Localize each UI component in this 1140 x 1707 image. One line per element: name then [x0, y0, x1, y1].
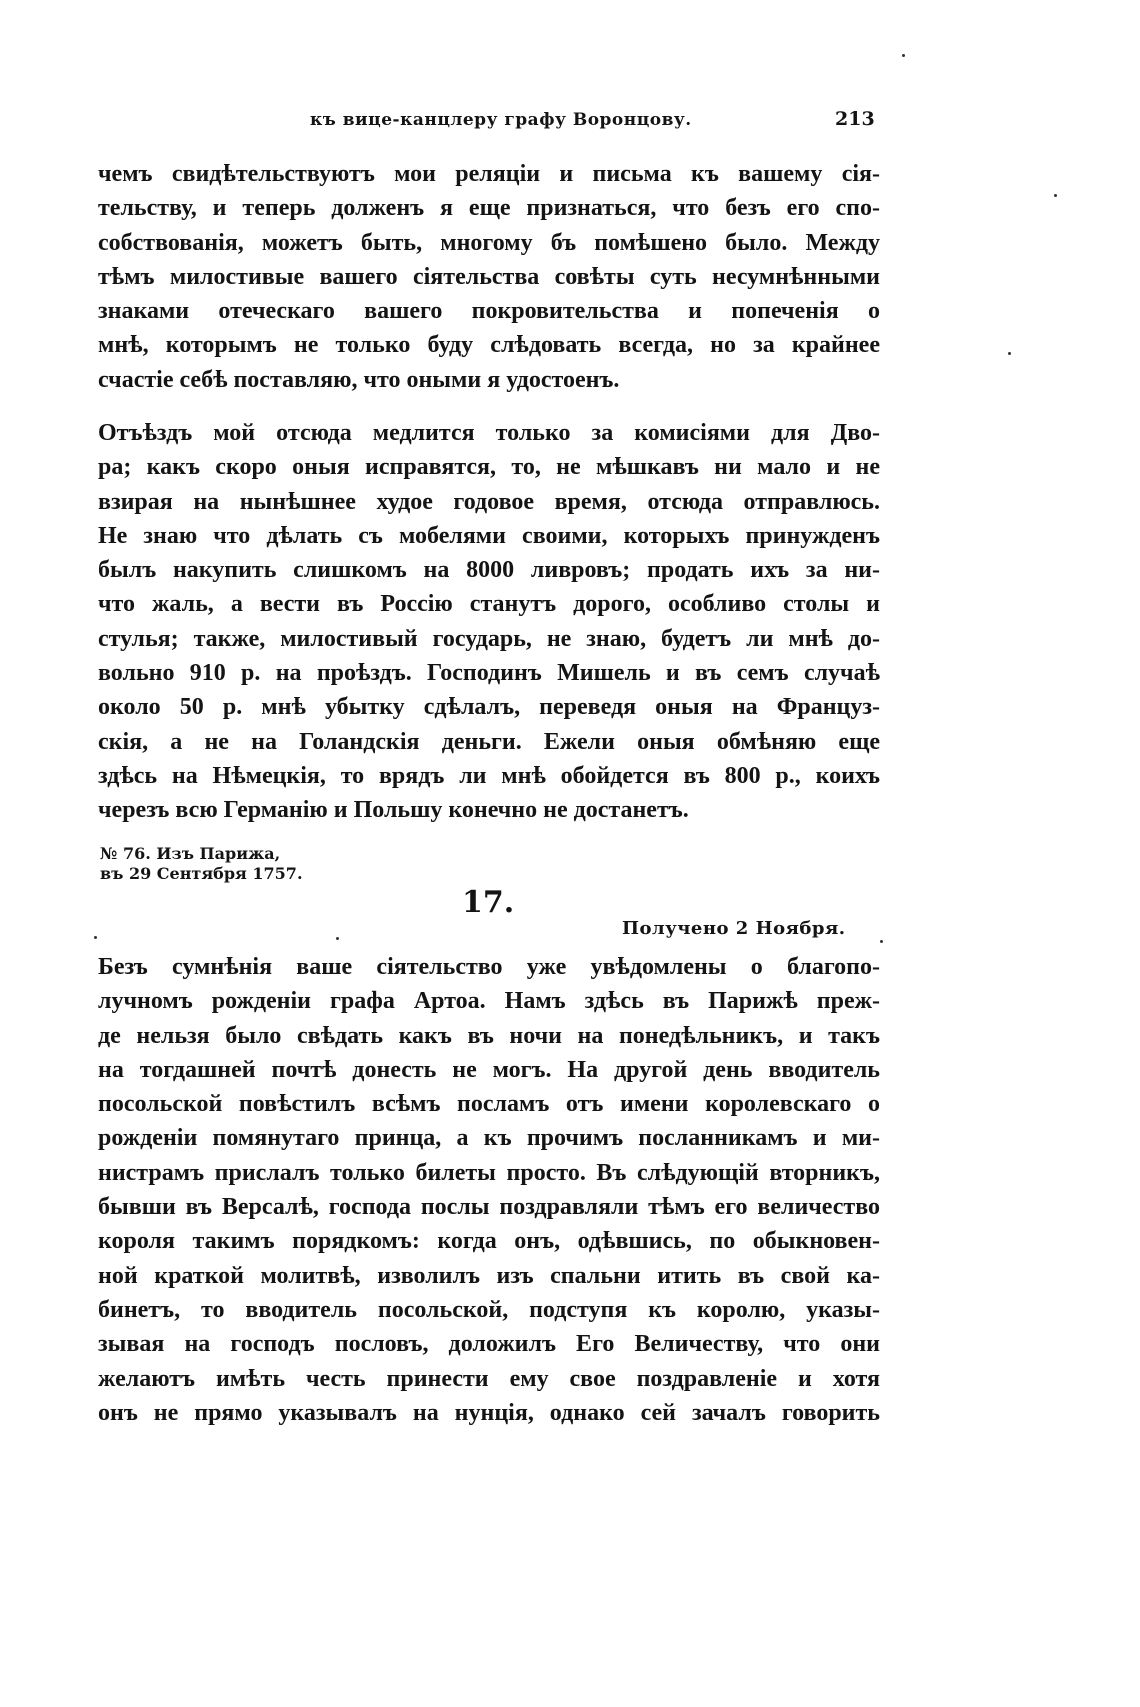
text-line: чемъ свидѣтельствуютъ мои реляцiи и письма къ вашему сiя-	[98, 161, 880, 187]
text-line: скiя, а не на Голандскiя деньги. Ежели оныя обмѣняю еще	[98, 728, 880, 755]
text-line: Безъ сумнѣнiя ваше сiятельство уже увѣдомлены о благопо-	[98, 954, 880, 980]
text-line: мнѣ, которымъ не только буду слѣдовать всегда, но за крайнее	[98, 332, 880, 359]
page-number: 213	[835, 108, 875, 130]
text-line: былъ накупить слишкомъ на 8000 ливровъ; продать ихъ за ни-	[98, 557, 880, 584]
text-line: онъ не прямо указывалъ на нунцiя, однако сей зачалъ говорить	[98, 1399, 880, 1426]
text-line: взирая на нынѣшнее худое годовое время, отсюда отправлюсь.	[98, 488, 880, 515]
letter-number: № 76. Изъ Парижа,	[100, 844, 281, 863]
text-line: лучномъ рожденiи графа Артоа. Намъ здѣсь въ Парижѣ преж-	[98, 988, 880, 1015]
text-line: что жаль, а вести въ Россiю станутъ дорого, особливо столы и	[98, 591, 880, 618]
text-line: Не знаю что дѣлать съ мобелями своими, которыхъ принужденъ	[98, 522, 880, 549]
text-line: стулья; также, милостивый государь, не знаю, будетъ ли мнѣ до-	[98, 625, 880, 652]
scan-speck	[1008, 352, 1011, 355]
scan-speck	[94, 936, 97, 939]
scan-speck	[1054, 194, 1057, 197]
paragraph-2	[98, 416, 880, 828]
letter-number-and-date	[100, 844, 303, 884]
text-line: ной краткой молитвѣ, изволилъ изъ спальни итить въ свой ка-	[98, 1262, 880, 1289]
text-line: собствованiя, можетъ быть, многому бъ помѣшено было. Между	[98, 229, 880, 256]
paragraph-3	[98, 950, 880, 1430]
text-line: около 50 р. мнѣ убытку сдѣлалъ, переведя оныя на Француз-	[98, 694, 880, 721]
text-line: посольской повѣстилъ всѣмъ посламъ отъ имени королевскаго о	[98, 1091, 880, 1118]
text-line: тельству, и теперь долженъ я еще признаться, что безъ его спо-	[98, 195, 880, 222]
received-note: Получено 2 Ноября.	[622, 918, 846, 939]
scan-speck	[336, 937, 339, 940]
text-line: бывши въ Версалѣ, господа послы поздравляли тѣмъ его величество	[98, 1194, 880, 1221]
text-line: рожденiи помянутаго принца, а къ прочимъ посланникамъ и ми-	[98, 1125, 880, 1152]
text-line: на тогдашней почтѣ донесть не могъ. На другой день вводитель	[98, 1056, 880, 1083]
letter-date: въ 29 Сентября 1757.	[100, 864, 303, 883]
scan-speck	[902, 54, 905, 57]
section-number: 17.	[462, 885, 515, 920]
text-line: счастiе себѣ поставляю, что оными я удостоенъ.	[98, 366, 620, 393]
text-line: желаютъ имѣть честь принести ему свое поздравленiе и хотя	[98, 1365, 880, 1392]
text-line: короля такимъ порядкомъ: когда онъ, одѣвшись, по обыкновен-	[98, 1228, 880, 1255]
running-title: къ вице-канцлеру графу Воронцову.	[310, 110, 692, 130]
text-line: нистрамъ прислалъ только билеты просто. Въ слѣдующiй вторникъ,	[98, 1159, 880, 1186]
paragraph-1	[98, 157, 880, 397]
text-line: здѣсь на Нѣмецкiя, то врядъ ли мнѣ обойдется въ 800 р., коихъ	[98, 762, 880, 789]
text-line: де нельзя было свѣдать какъ въ ночи на понедѣльникъ, и такъ	[98, 1022, 880, 1049]
text-line: тѣмъ милостивые вашего сiятельства совѣты суть несумнѣнными	[98, 263, 880, 290]
text-line: зывая на господъ пословъ, доложилъ Его Величеству, что они	[98, 1331, 880, 1358]
text-line: вольно 910 р. на проѣздъ. Господинъ Мишель и въ семъ случаѣ	[98, 660, 880, 687]
text-line: черезъ всю Германiю и Польшу конечно не достанетъ.	[98, 797, 689, 824]
text-line: знаками отеческаго вашего покровительства и попеченiя о	[98, 298, 880, 325]
scan-speck	[880, 940, 883, 943]
text-line: ра; какъ скоро оныя исправятся, то, не мѣшкавъ ни мало и не	[98, 454, 880, 481]
text-line: Отъѣздъ мой отсюда медлится только за комисiями для Дво-	[98, 420, 880, 446]
text-line: бинетъ, то вводитель посольской, подступя къ королю, указы-	[98, 1296, 880, 1323]
